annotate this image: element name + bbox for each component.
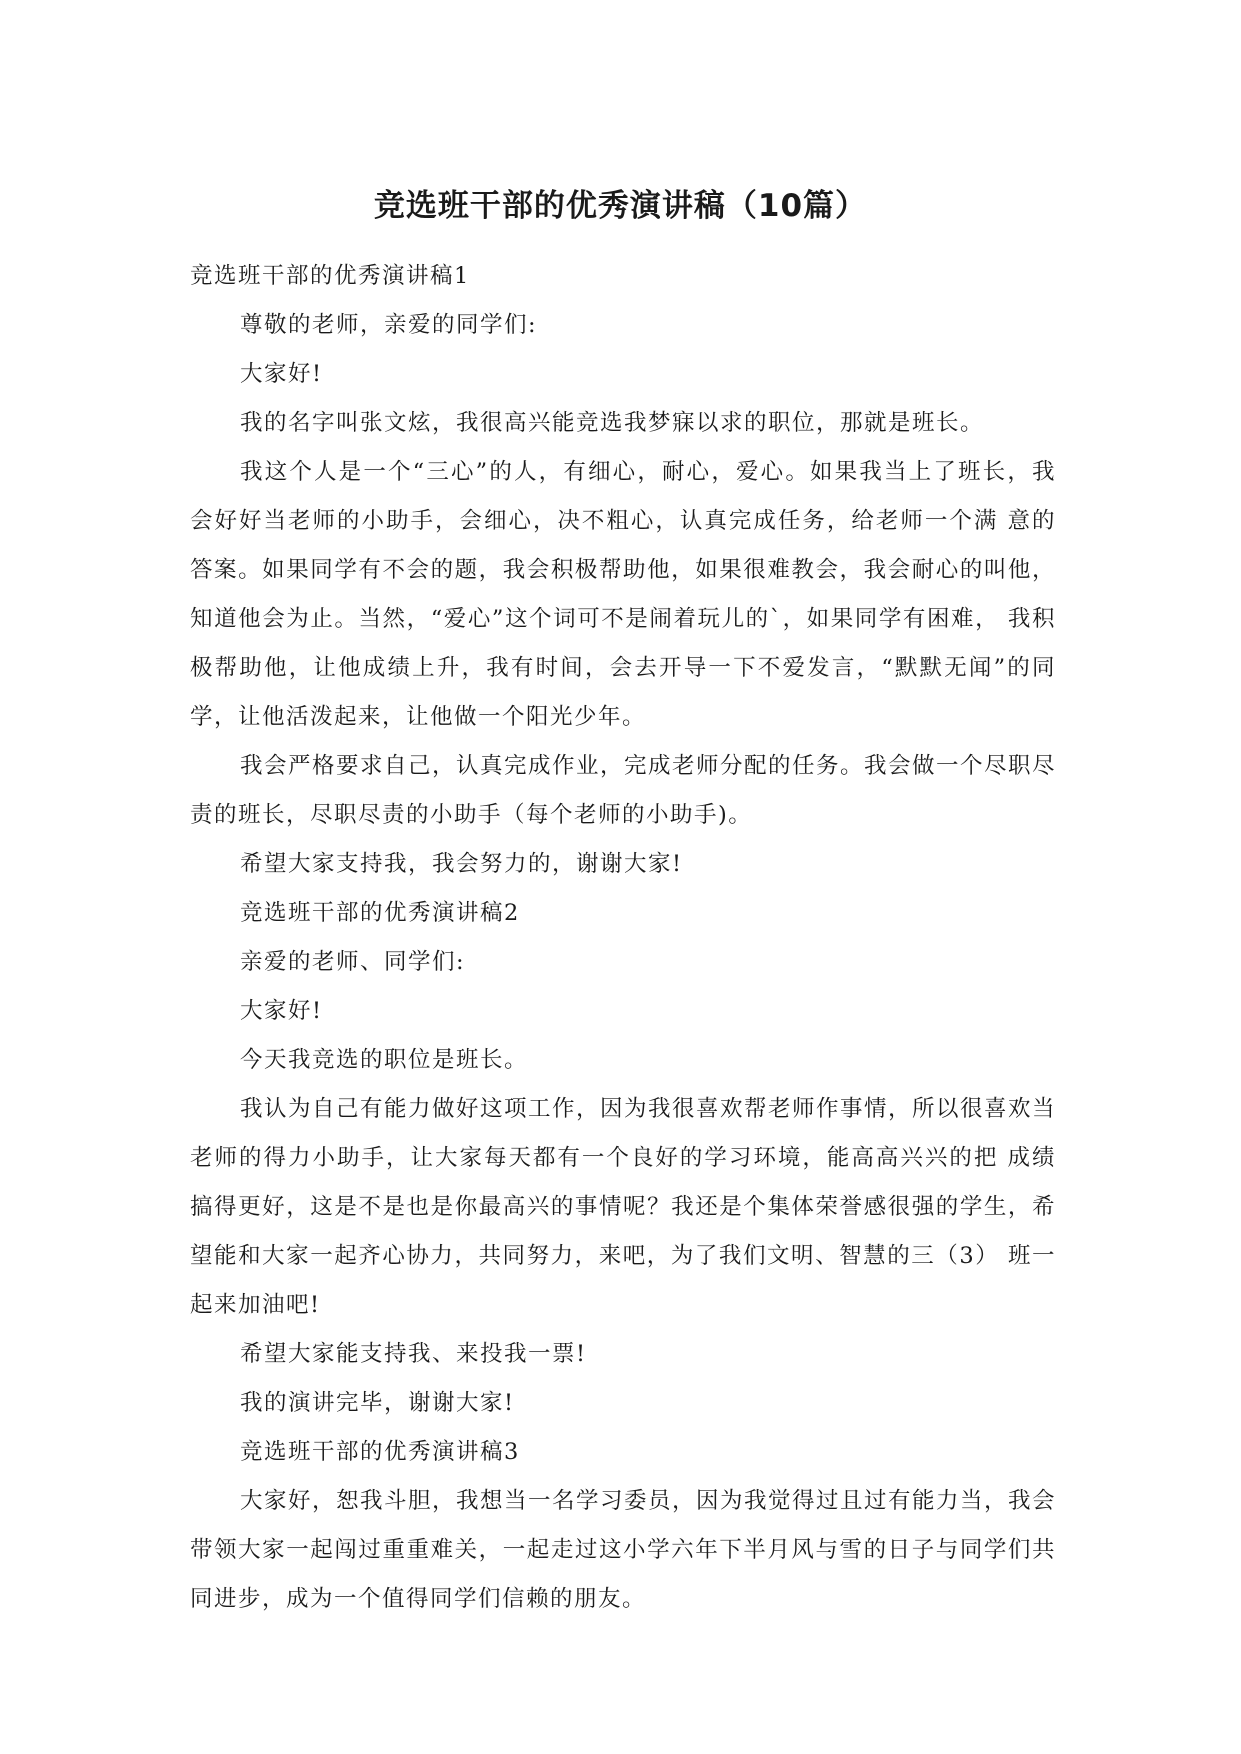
paragraph: 希望大家能支持我、来投我一票!: [240, 1341, 587, 1367]
paragraph: 大家好，恕我斗胆，我想当一名学习委员，因为我觉得过且过有能力当，我会带领大家一起闯过重重难关，一起走过这小学六年下半月风与雪的日子与同学们共同进步，成为一个值得同学们信赖的朋友。: [190, 1488, 1057, 1612]
paragraph: 希望大家支持我，我会努力的，谢谢大家!: [240, 851, 683, 877]
paragraph: 我的名字叫张文炫，我很高兴能竞选我梦寐以求的职位，那就是班长。: [240, 410, 985, 436]
paragraph: 大家好!: [240, 361, 323, 387]
paragraph: 今天我竞选的职位是班长。: [240, 1047, 529, 1073]
paragraph: 尊敬的老师，亲爱的同学们:: [240, 312, 538, 338]
document-title: 竞选班干部的优秀演讲稿（10篇）: [373, 188, 868, 224]
paragraph: 竞选班干部的优秀演讲稿3: [240, 1439, 520, 1465]
paragraph: 我会严格要求自己，认真完成作业，完成老师分配的任务。我会做一个尽职尽责的班长，尽职尽责的小助手（每个老师的小助手)。: [190, 753, 1057, 828]
paragraph: 竞选班干部的优秀演讲稿1: [190, 263, 470, 289]
paragraph: 我这个人是一个“三心”的人，有细心，耐心，爱心。如果我当上了班长，我会好好当老师的小助手，会细心，决不粗心，认真完成任务，给老师一个满 意的答案。如果同学有不会的题，我会积极帮助他，如果很难教会，我会耐心的叫他，知道他会为止。当然，“爱心”这个词可不是闹着玩儿的`，如果同学有困难， 我积极帮助他，让他成绩上升，我有时间，会去开导一下不爱发言，“默默无闻”的同学，让他活泼起来，让他做一个阳光少年。: [190, 459, 1056, 730]
paragraph: 亲爱的老师、同学们:: [240, 949, 466, 975]
paragraph: 我认为自己有能力做好这项工作，因为我很喜欢帮老师作事情，所以很喜欢当老师的得力小助手，让大家每天都有一个良好的学习环境，能高高兴兴的把 成绩搞得更好，这是不是也是你最高兴的事情呢？我还是个集体荣誉感很强的学生，希望能和大家一起齐心协力，共同努力，来吧，为了我们文明、智慧的三（3） 班一起来加油吧!: [190, 1096, 1057, 1318]
paragraph: 竞选班干部的优秀演讲稿2: [240, 900, 520, 926]
document-body: [190, 252, 1056, 1624]
paragraph: 大家好!: [240, 998, 323, 1024]
paragraph: 我的演讲完毕，谢谢大家!: [240, 1390, 515, 1416]
